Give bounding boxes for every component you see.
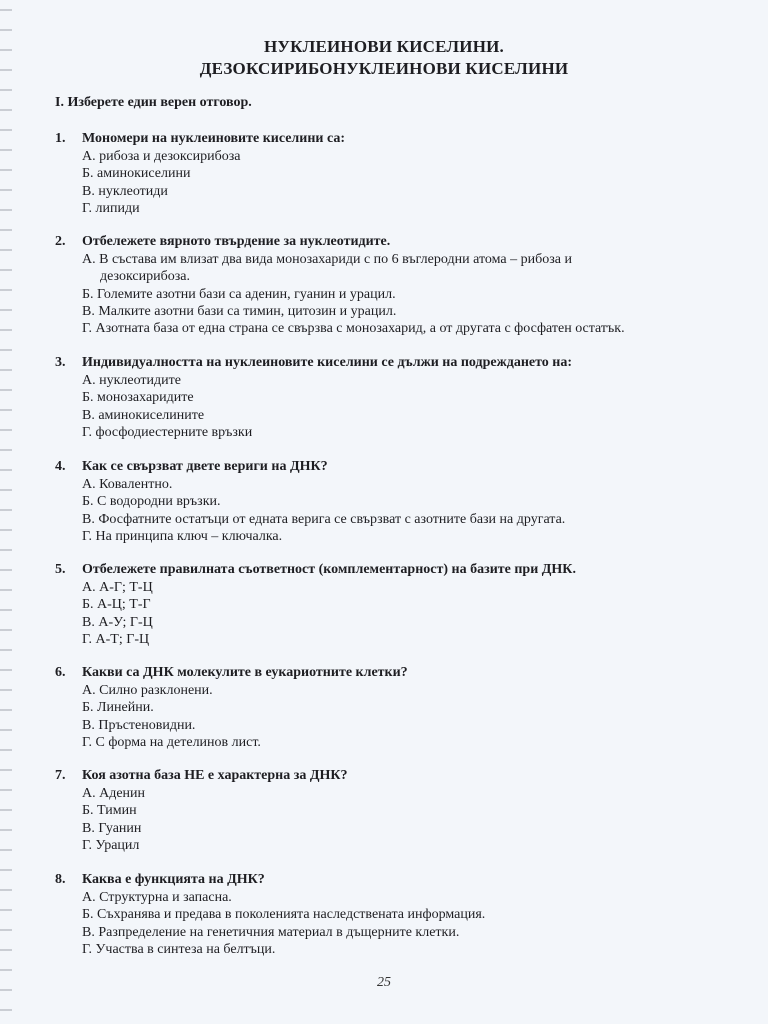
question-text: Коя азотна база НЕ е характерна за ДНК?	[82, 768, 348, 783]
answer-option: А. В състава им влизат два вида монозахариди с по 6 въглеродни атома – рибоза и	[82, 252, 572, 267]
answer-option: Г. Урацил	[82, 837, 140, 853]
answer-option: В. А-У; Г-Ц	[82, 614, 153, 630]
question-number: 8.	[55, 872, 66, 887]
question-number: 7.	[55, 768, 66, 783]
answer-option: Г. А-Т; Г-Ц	[82, 631, 150, 647]
answer-option: Б. аминокиселини	[82, 166, 191, 182]
question-number: 4.	[55, 459, 66, 474]
question-number: 3.	[55, 355, 66, 370]
answer-options	[82, 148, 240, 217]
answer-option: В. аминокиселините	[82, 407, 205, 423]
question-number: 5.	[55, 562, 66, 577]
binding-edge	[0, 0, 12, 1024]
answer-option: В. Пръстеновидни.	[82, 717, 196, 733]
answer-option: Б. Съхранява и предава в поколенията наследствената информация.	[82, 907, 486, 923]
question-text: Какви са ДНК молекулите в еукариотните клетки?	[82, 665, 408, 680]
question-text: Каква е функцията на ДНК?	[82, 872, 265, 887]
answer-option: А. Структурна и запасна.	[82, 890, 232, 905]
answer-option: Б. А-Ц; Т-Г	[82, 597, 151, 613]
answer-option: Г. Азотната база от една страна се свързва с монозахарид, а от другата с фосфатен остатък.	[82, 321, 625, 337]
page-title-line-2: ДЕЗОКСИРИБОНУКЛЕИНОВИ КИСЕЛИНИ	[199, 59, 569, 78]
answer-option: А. А-Г; Т-Ц	[82, 580, 153, 595]
answer-option: Г. фосфодиестерните връзки	[82, 424, 253, 440]
answer-options	[82, 251, 625, 337]
answer-option: Г. С форма на детелинов лист.	[82, 734, 261, 750]
question-text: Индивидуалността на нуклеиновите киселини се дължи на подреждането на:	[82, 355, 573, 370]
question-text: Мономери на нуклеиновите киселини са:	[82, 131, 346, 146]
answer-option: А. Силно разклонени.	[82, 683, 213, 698]
answer-options	[82, 682, 261, 751]
answer-options	[82, 785, 145, 854]
section-instruction: I. Изберете един верен отговор.	[55, 95, 252, 110]
answer-option: Б. Линейни.	[82, 700, 154, 716]
answer-option: В. Разпределение на генетичния материал в дъщерните клетки.	[82, 924, 460, 940]
answer-options	[82, 372, 252, 441]
answer-option: Г. На принципа ключ – ключалка.	[82, 528, 283, 544]
question-number: 6.	[55, 665, 66, 680]
question-text: Как се свързват двете вериги на ДНК?	[82, 459, 328, 474]
question-text: Отбележете правилната съответност (комплементарност) на базите при ДНК.	[82, 562, 576, 577]
answer-option: Б. С водородни връзки.	[82, 494, 221, 510]
answer-option: Б. монозахаридите	[82, 390, 194, 406]
page-number: 25	[377, 975, 391, 990]
answer-option: В. Фосфатните остатъци от едната верига се свързват с азотните бази на другата.	[82, 511, 566, 527]
question-number: 2.	[55, 234, 66, 249]
answer-option: В. нуклеотиди	[82, 183, 168, 199]
answer-option: А. нуклеотидите	[82, 373, 181, 388]
answer-option: А. Ковалентно.	[82, 477, 173, 492]
answer-option: Б. Тимин	[82, 803, 137, 819]
answer-option: Б. Големите азотни бази са аденин, гуанин и урацил.	[82, 286, 396, 302]
answer-options	[82, 889, 485, 958]
answer-option-continuation: дезоксирибоза.	[100, 269, 190, 285]
answer-options	[82, 579, 153, 648]
answer-option: В. Гуанин	[82, 820, 142, 836]
page-title-line-1: НУКЛЕИНОВИ КИСЕЛИНИ.	[263, 37, 505, 56]
answer-option: Г. липиди	[82, 200, 140, 216]
question-text: Отбележете вярното твърдение за нуклеотидите.	[82, 234, 391, 249]
question-number: 1.	[55, 131, 66, 146]
answer-option: В. Малките азотни бази са тимин, цитозин и урацил.	[82, 303, 397, 319]
answer-option: А. рибоза и дезоксирибоза	[82, 149, 241, 164]
answer-option: А. Аденин	[82, 786, 146, 801]
answer-option: Г. Участва в синтеза на белтъци.	[82, 941, 276, 957]
answer-options	[82, 476, 565, 545]
